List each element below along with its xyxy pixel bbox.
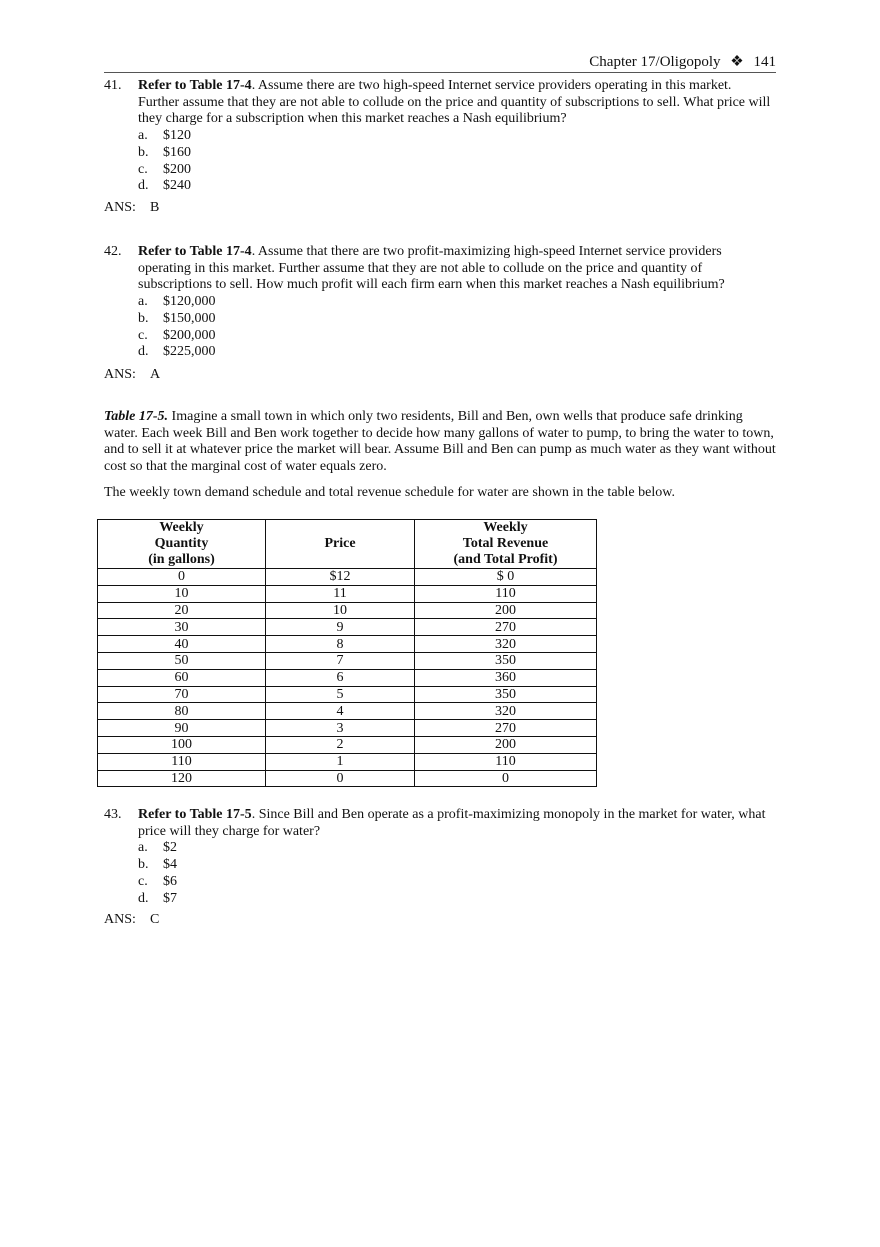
revenue-cell: 270	[415, 619, 597, 636]
price-cell: 8	[266, 636, 415, 653]
quantity-cell: 70	[98, 686, 266, 703]
revenue-cell: 200	[415, 602, 597, 619]
quantity-cell: 10	[98, 585, 266, 602]
revenue-cell: 350	[415, 686, 597, 703]
option: a. $120,000	[138, 294, 216, 310]
quantity-cell: 0	[98, 569, 266, 586]
header-revenue: Weekly Total Revenue (and Total Profit)	[415, 520, 597, 569]
options	[138, 128, 776, 195]
header-quantity: Weekly Quantity (in gallons)	[98, 520, 266, 569]
page-header	[104, 52, 776, 73]
option: b. $160	[138, 144, 191, 160]
question-43	[104, 807, 776, 907]
answer-42: ANS: A	[104, 367, 161, 382]
price-cell: 3	[266, 720, 415, 737]
table-row	[98, 585, 597, 602]
price-cell: 5	[266, 686, 415, 703]
options	[138, 294, 776, 361]
chapter-title: Chapter 17/Oligopoly	[589, 54, 721, 70]
price-cell: 10	[266, 602, 415, 619]
options	[138, 840, 776, 907]
quantity-cell: 40	[98, 636, 266, 653]
question-number: 41.	[104, 78, 122, 93]
revenue-cell: 110	[415, 753, 597, 770]
question-41	[104, 78, 776, 195]
revenue-cell: 200	[415, 736, 597, 753]
table-body	[98, 569, 597, 787]
revenue-cell: 320	[415, 703, 597, 720]
answer-41: ANS: B	[104, 200, 160, 215]
quantity-cell: 80	[98, 703, 266, 720]
question-number: 43.	[104, 807, 122, 822]
option: b. $150,000	[138, 310, 216, 326]
table-reference: Refer to Table 17-5	[138, 807, 252, 822]
price-cell: 1	[266, 753, 415, 770]
table-row	[98, 736, 597, 753]
table-intro	[104, 409, 776, 476]
option: a. $120	[138, 128, 191, 144]
quantity-cell: 120	[98, 770, 266, 787]
quantity-cell: 100	[98, 736, 266, 753]
option: c. $200,000	[138, 327, 216, 343]
price-cell: 0	[266, 770, 415, 787]
price-cell: 9	[266, 619, 415, 636]
question-text: . Assume there are two high-speed Internet service providers operating in this market. Further assume that they are not able to collude on the price and quantity of subscriptions to sell. What price will they charge for a subscription when this market reaches a Nash equilibrium?	[138, 78, 771, 127]
answer-43: ANS: C	[104, 912, 160, 927]
option: a. $2	[138, 840, 177, 856]
table-row	[98, 652, 597, 669]
demand-table	[97, 519, 597, 787]
table-row	[98, 602, 597, 619]
diamond-icon: ❖	[730, 54, 744, 70]
table-row	[98, 619, 597, 636]
price-cell: 6	[266, 669, 415, 686]
price-cell: $12	[266, 569, 415, 586]
revenue-cell: $ 0	[415, 569, 597, 586]
quantity-cell: 60	[98, 669, 266, 686]
table-caption: The weekly town demand schedule and total revenue schedule for water are shown in the table below.	[104, 485, 675, 500]
revenue-cell: 270	[415, 720, 597, 737]
table-row	[98, 636, 597, 653]
price-cell: 4	[266, 703, 415, 720]
quantity-cell: 50	[98, 652, 266, 669]
header-price: Price	[266, 520, 415, 569]
question-text: . Assume that there are two profit-maximizing high-speed Internet service providers operating in this market. Further assume that they are not able to collude on the price and quantity of subscriptions to sell. How much profit will each firm earn when this market reaches a Nash equilibrium?	[138, 244, 725, 293]
revenue-cell: 350	[415, 652, 597, 669]
table-row	[98, 720, 597, 737]
option: b. $4	[138, 857, 177, 873]
question-stem	[138, 807, 776, 840]
revenue-cell: 320	[415, 636, 597, 653]
table-reference: Refer to Table 17-4	[138, 244, 252, 259]
table-row	[98, 669, 597, 686]
page-number: 141	[753, 54, 776, 70]
price-cell: 11	[266, 585, 415, 602]
table-reference: Refer to Table 17-4	[138, 78, 252, 93]
quantity-cell: 30	[98, 619, 266, 636]
price-cell: 2	[266, 736, 415, 753]
quantity-cell: 90	[98, 720, 266, 737]
table-row	[98, 686, 597, 703]
question-number: 42.	[104, 244, 122, 259]
table-header-row	[98, 520, 597, 569]
question-stem	[138, 244, 776, 294]
option: c. $200	[138, 161, 191, 177]
revenue-cell: 110	[415, 585, 597, 602]
question-42	[104, 244, 776, 361]
option: d. $7	[138, 890, 177, 906]
table-row	[98, 569, 597, 586]
revenue-cell: 0	[415, 770, 597, 787]
table-description: Imagine a small town in which only two residents, Bill and Ben, own wells that produce safe drinking water. Each week Bill and Ben work together to decide how many gallons of water to pump, to bring the water to town, and to sell it at whatever price the market will bear. Assume Bill and Ben can pump as much water as they want without cost so that the marginal cost of water equals zero.	[104, 409, 776, 475]
quantity-cell: 110	[98, 753, 266, 770]
table-row	[98, 703, 597, 720]
table-row	[98, 770, 597, 787]
table-title: Table 17-5.	[104, 409, 169, 424]
quantity-cell: 20	[98, 602, 266, 619]
price-cell: 7	[266, 652, 415, 669]
option: c. $6	[138, 873, 177, 889]
question-text: . Since Bill and Ben operate as a profit-maximizing monopoly in the market for water, what price will they charge for water?	[138, 807, 766, 839]
table-row	[98, 753, 597, 770]
question-stem	[138, 78, 776, 128]
revenue-cell: 360	[415, 669, 597, 686]
option: d. $225,000	[138, 344, 216, 360]
option: d. $240	[138, 178, 191, 194]
